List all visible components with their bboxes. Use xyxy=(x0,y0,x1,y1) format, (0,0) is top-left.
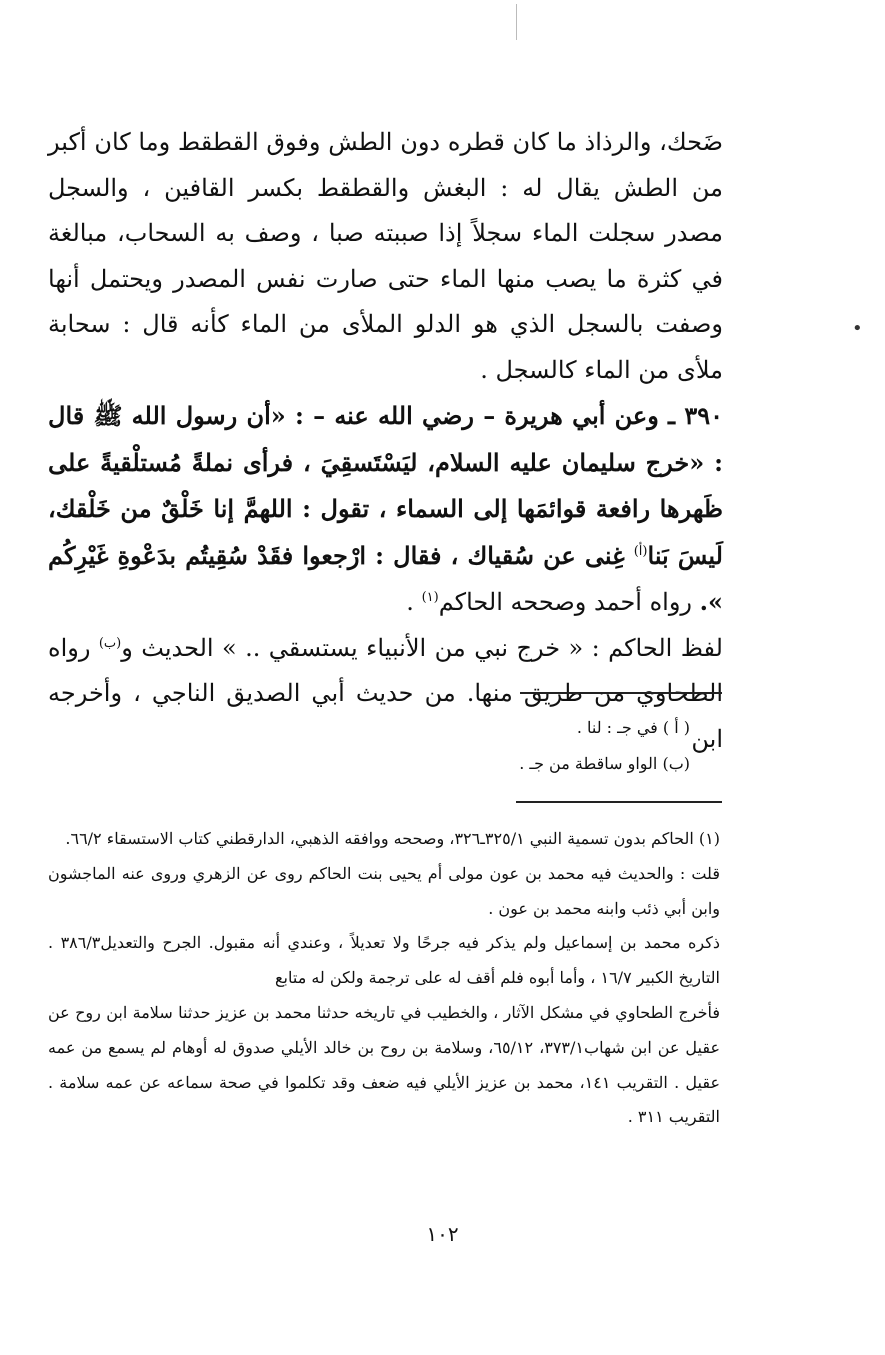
variants-divider xyxy=(520,692,722,694)
footnotes xyxy=(48,822,720,1135)
footnote: (١) الحاكم بدون تسمية النبي ٣٢٥/١ـ٣٢٦، وصححه ووافقه الذهبي، الدارقطني كتاب الاستسقاء ٦٦/٢. xyxy=(65,829,720,848)
scan-mark xyxy=(516,4,517,40)
footnote: قلت : والحديث فيه محمد بن عون مولى أم يحيى بنت الحاكم روى عن الزهري وروى عنه الماجشون وابن أبي ذئب وابنه محمد بن عون . xyxy=(48,863,720,918)
hakim-text-end: رواه الطحاوي من طريق منها. من حديث أبي الصديق الناجي ، وأخرجه ابن xyxy=(48,633,723,753)
manuscript-variants xyxy=(48,710,720,782)
hakim-text: لفظ الحاكم : « خرج نبي من الأنبياء يستسقي .. » الحديث و xyxy=(121,633,723,662)
footnotes-divider xyxy=(516,801,722,803)
hadith-text: ٣٩٠ ـ وعن أبي هريرة – رضي الله عنه – : «أن رسول الله ﷺ قال : «خرج سليمان عليه السلام، ليَسْتَسقِيَ ، فرأى نملةً مُستلْقيةً على ظَهرها رافعة قوائمَها إلى السماء ، تقول : اللهمَّ إنا خَلْقٌ من خَلْقك، لَيسَ بَنا xyxy=(48,401,723,570)
narration-text: رواه أحمد وصححه الحاكم xyxy=(438,588,692,616)
page-number: ١٠٢ xyxy=(426,1222,459,1246)
footnote-mark-1: (١) xyxy=(421,590,439,605)
narration-end: . xyxy=(406,588,422,616)
main-text xyxy=(48,120,723,762)
footnote: ذكره محمد بن إسماعيل ولم يذكر فيه جرحًا ولا تعديلاً ، وعندي أنه مقبول. الجرح والتعديل٣٨٦/٣ . التاريخ الكبير ١٦/٧ ، وأما أبوه فلم أقف له على ترجمة ولكن له متابع xyxy=(48,933,720,988)
commentary-paragraph: ضَحك، والرذاذ ما كان قطره دون الطش وفوق القطقط وما كان أكبر من الطش يقال له : البغش والقطقط بكسر القافين ، والسجل مصدر سجلت الماء سجلاً إذا صببته صبا ، وصف به السحاب، مبالغة في كثرة ما يصب منها الماء حتى صارت نفس المصدر ويحتمل أنها وصفت بالسجل الذي هو الدلو الملأى من الماء كأنه قال : سحابة ملأى من الماء كالسجل . xyxy=(48,128,724,384)
variant-note: ( أ ) في جـ : لنا . xyxy=(576,718,690,737)
variant-mark-a: (أ) xyxy=(633,543,648,559)
variant-note: (ب) الواو ساقطة من جـ . xyxy=(519,754,690,773)
margin-dot: • xyxy=(852,318,863,339)
hadith-paragraph xyxy=(48,393,723,626)
variant-mark-b: (ب) xyxy=(98,635,122,651)
hadith-text-end: غِنى عن سُقياك ، فقال : ارْجعوا فقَدْ سُقِيتُم بدَعْوةِ غَيْرِكُم ». xyxy=(48,540,723,616)
footnote: فأخرج الطحاوي في مشكل الآثار ، والخطيب في تاريخه حدثنا محمد بن عزيز حدثنا سلامة ابن روح عن عقيل عن ابن شهاب٣٧٣/١، ٦٥/١٢، وسلامة بن روح بن خالد الأيلي صدوق له أوهام لم يسمع من عمه عقيل . التقريب ١٤١، محمد بن عزيز الأيلي فيه ضعف وقد تكلموا في صحة سماعه عن عمه سلامة . التقريب ٣١١ . xyxy=(48,1002,720,1127)
